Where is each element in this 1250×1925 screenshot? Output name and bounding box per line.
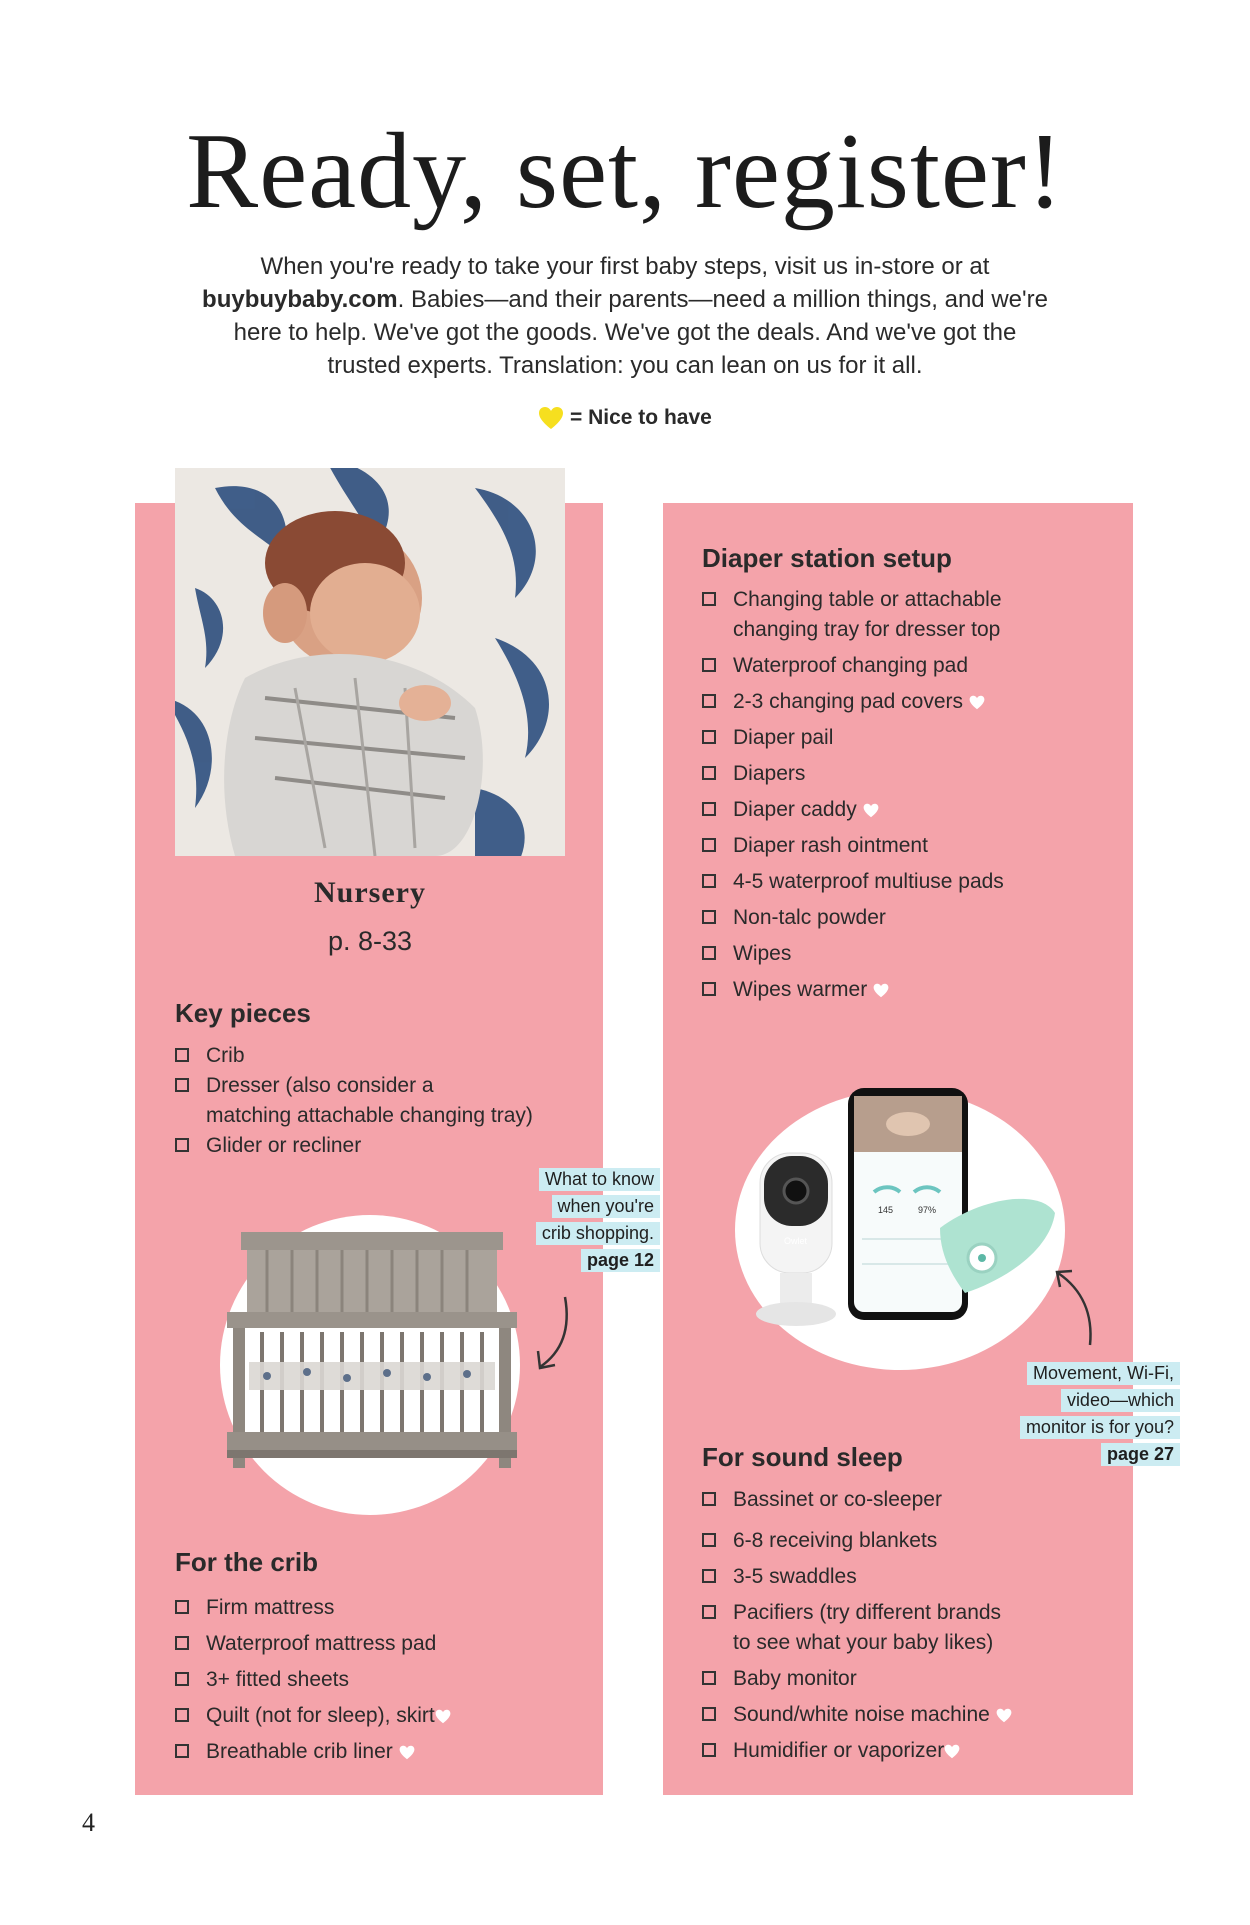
note-line: crib shopping.: [536, 1222, 660, 1245]
checkbox[interactable]: [702, 1605, 716, 1619]
item-label: 3-5 swaddles: [733, 1565, 857, 1588]
list-item: [702, 831, 1122, 861]
list-item: [702, 795, 1122, 825]
note-line: when you're: [552, 1195, 661, 1218]
heart-icon: [944, 1744, 960, 1759]
checkbox[interactable]: [702, 946, 716, 960]
page-number: 4: [82, 1808, 95, 1837]
item-label: Changing table or attachable: [733, 588, 1002, 611]
nursery-title: Nursery: [314, 876, 426, 909]
note-line: Movement, Wi-Fi,: [1027, 1362, 1180, 1385]
checkbox[interactable]: [702, 658, 716, 672]
checkbox[interactable]: [175, 1636, 189, 1650]
item-label: Firm mattress: [206, 1596, 335, 1619]
list-item: [175, 1071, 595, 1131]
checkbox[interactable]: [702, 730, 716, 744]
list-item: [175, 1041, 595, 1071]
list-item: [175, 1665, 595, 1695]
item-label: Sound/white noise machine: [733, 1703, 990, 1726]
checkbox[interactable]: [702, 838, 716, 852]
checkbox[interactable]: [702, 1707, 716, 1721]
list-item: [702, 975, 1122, 1005]
intro-line-3: here to help. We've got the goods. We've got the deals. And we've got the: [233, 319, 1017, 346]
intro-line-1: When you're ready to take your first baby steps, visit us in-store or at: [260, 253, 990, 280]
legend-label: = Nice to have: [570, 406, 712, 429]
checkbox[interactable]: [702, 982, 716, 996]
crib-image: [227, 1232, 517, 1472]
item-label: Pacifiers (try different brands: [733, 1601, 1002, 1624]
item-label: Non-talc powder: [733, 906, 886, 929]
list-item: [702, 687, 1122, 717]
checkbox[interactable]: [702, 1533, 716, 1547]
svg-text:145: 145: [878, 1205, 894, 1215]
list-item: [175, 1629, 595, 1659]
list-item: [702, 1664, 1122, 1694]
item-label: 2-3 changing pad covers: [733, 690, 963, 713]
item-label: Bassinet or co-sleeper: [733, 1488, 942, 1511]
diaper-station-list: [702, 585, 1122, 1005]
for-the-crib-title: For the crib: [175, 1547, 319, 1577]
list-item: [702, 867, 1122, 897]
checkbox[interactable]: [702, 874, 716, 888]
checkbox[interactable]: [702, 1671, 716, 1685]
item-label: Diaper pail: [733, 726, 834, 749]
checkbox[interactable]: [702, 910, 716, 924]
curved-arrow-icon: [530, 1295, 580, 1375]
intro-line-2: . Babies—and their parents—need a million things, and we're: [397, 286, 1048, 313]
item-label-continued: changing tray for dresser top: [733, 618, 1001, 641]
page-reference[interactable]: page 12: [581, 1249, 660, 1272]
item-label: Wipes: [733, 942, 792, 965]
sound-sleep-title: For sound sleep: [702, 1442, 903, 1472]
page-title: Ready, set, register!: [186, 112, 1064, 231]
owlet-brand: [784, 1236, 808, 1246]
item-label-continued: matching attachable changing tray): [206, 1104, 533, 1127]
item-label: Baby monitor: [733, 1667, 857, 1690]
list-item: [175, 1737, 595, 1767]
list-item: [175, 1593, 595, 1623]
note-line: video—which: [1061, 1389, 1180, 1412]
phone-stat-1: [878, 1205, 893, 1215]
item-label: Diaper rash ointment: [733, 834, 928, 857]
checkbox[interactable]: [175, 1672, 189, 1686]
item-label: 6-8 receiving blankets: [733, 1529, 938, 1552]
item-label: Waterproof mattress pad: [206, 1632, 437, 1655]
checkbox[interactable]: [702, 1569, 716, 1583]
baby-monitor-image: [750, 1088, 1060, 1338]
heart-icon: [538, 406, 564, 430]
item-label: 4-5 waterproof multiuse pads: [733, 870, 1004, 893]
list-item: [175, 1701, 595, 1731]
heart-icon: [399, 1745, 415, 1760]
checkbox[interactable]: [175, 1138, 189, 1152]
item-label-continued: to see what your baby likes): [733, 1631, 994, 1654]
item-label: Humidifier or vaporizer: [733, 1739, 945, 1762]
intro-line-4: trusted experts. Translation: you can lean on us for it all.: [327, 352, 923, 379]
list-item: [702, 903, 1122, 933]
item-label: Wipes warmer: [733, 978, 868, 1001]
checkbox[interactable]: [175, 1078, 189, 1092]
phone-stat-2: [918, 1205, 936, 1215]
diaper-station-title: Diaper station setup: [702, 543, 952, 573]
baby-photo: [175, 468, 565, 856]
heart-icon: [873, 983, 889, 998]
svg-text:97%: 97%: [918, 1205, 937, 1215]
checkbox[interactable]: [175, 1048, 189, 1062]
for-the-crib-list: [175, 1593, 595, 1767]
svg-text:Owlet: Owlet: [784, 1236, 808, 1246]
list-item: [702, 723, 1122, 753]
sound-sleep-list: [702, 1485, 1122, 1766]
item-label: Quilt (not for sleep), skirt: [206, 1704, 435, 1727]
nursery-pages: p. 8-33: [327, 926, 413, 956]
baby-illustration: [175, 468, 565, 856]
list-item: [702, 1526, 1122, 1556]
checkbox[interactable]: [702, 1743, 716, 1757]
checkbox[interactable]: [175, 1744, 189, 1758]
heart-icon: [969, 695, 985, 710]
list-item: [702, 939, 1122, 969]
intro-paragraph: [145, 250, 1105, 382]
checkbox[interactable]: [702, 1492, 716, 1506]
checkbox[interactable]: [702, 766, 716, 780]
list-item: [175, 1131, 595, 1161]
monitor-note: [958, 1362, 1180, 1470]
note-line: What to know: [539, 1168, 660, 1191]
checkbox[interactable]: [702, 802, 716, 816]
item-label: Crib: [206, 1044, 245, 1067]
key-pieces-list: [175, 1041, 595, 1161]
heart-icon: [435, 1709, 451, 1724]
item-label: Diaper caddy: [733, 798, 857, 821]
legend: [0, 406, 1250, 430]
note-line: monitor is for you?: [1020, 1416, 1180, 1439]
item-label: Diapers: [733, 762, 806, 785]
list-item: [702, 759, 1122, 789]
list-item: [702, 585, 1122, 645]
item-label: Waterproof changing pad: [733, 654, 969, 677]
page-reference[interactable]: page 27: [1101, 1443, 1180, 1466]
checkbox[interactable]: [702, 694, 716, 708]
heart-icon: [863, 803, 879, 818]
list-item: [702, 1736, 1122, 1766]
item-label: 3+ fitted sheets: [206, 1668, 350, 1691]
list-item: [702, 1562, 1122, 1592]
checkbox[interactable]: [175, 1600, 189, 1614]
list-item: [702, 1485, 1122, 1515]
item-label: Breathable crib liner: [206, 1740, 393, 1763]
key-pieces-title: Key pieces: [175, 998, 311, 1028]
item-label: Dresser (also consider a: [206, 1074, 434, 1097]
list-item: [702, 1598, 1122, 1658]
site-link[interactable]: buybuybaby.com: [202, 286, 398, 313]
list-item: [702, 651, 1122, 681]
item-label: Glider or recliner: [206, 1134, 362, 1157]
heart-icon: [996, 1708, 1012, 1723]
list-item: [702, 1700, 1122, 1730]
curved-arrow-icon: [1048, 1265, 1098, 1350]
checkbox[interactable]: [702, 592, 716, 606]
checkbox[interactable]: [175, 1708, 189, 1722]
